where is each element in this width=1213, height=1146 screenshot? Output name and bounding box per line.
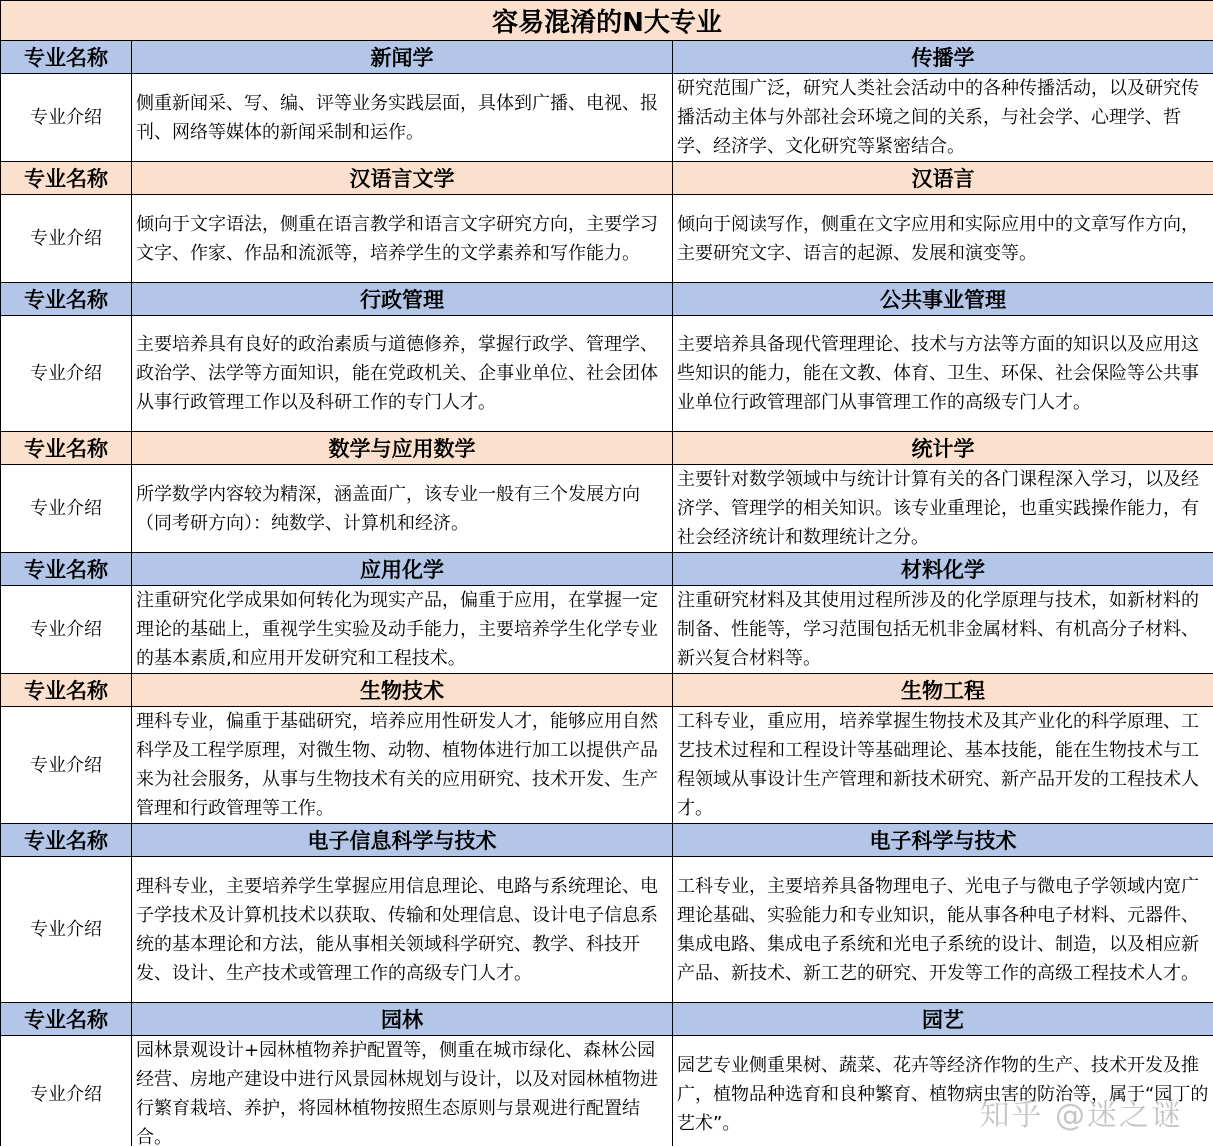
- major-intro-b: 园艺专业侧重果树、蔬菜、花卉等经济作物的生产、技术开发及推广，植物品种选育和良种繁育、植物病虫害的防治等，属于“园丁的艺术”。: [673, 1036, 1213, 1146]
- intro-label: 专业介绍: [1, 1036, 132, 1146]
- major-name-b: 材料化学: [673, 553, 1213, 586]
- major-name-a: 新闻学: [132, 41, 673, 74]
- major-name-a: 园林: [132, 1003, 673, 1036]
- major-intro-b: 研究范围广泛，研究人类社会活动中的各种传播活动，以及研究传播活动主体与外部社会环境之间的关系，与社会学、心理学、哲学、经济学、文化研究等紧密结合。: [673, 74, 1213, 162]
- name-label: 专业名称: [1, 283, 132, 316]
- intro-row: [1, 707, 1213, 824]
- major-name-b: 公共事业管理: [673, 283, 1213, 316]
- intro-label: 专业介绍: [1, 74, 132, 162]
- major-intro-a: 理科专业，主要培养学生掌握应用信息理论、电路与系统理论、电子学技术及计算机技术以获取、传输和处理信息、设计电子信息系统的基本理论和方法，能从事相关领域科学研究、教学、科技开发、设计、生产技术或管理工作的高级专门人才。: [132, 857, 673, 1003]
- name-label: 专业名称: [1, 41, 132, 74]
- table-title: 容易混淆的N大专业: [1, 1, 1213, 41]
- intro-row: [1, 586, 1213, 674]
- name-row: [1, 553, 1213, 586]
- major-name-a: 生物技术: [132, 674, 673, 707]
- name-row: [1, 824, 1213, 857]
- intro-label: 专业介绍: [1, 465, 132, 553]
- name-label: 专业名称: [1, 162, 132, 195]
- name-label: 专业名称: [1, 1003, 132, 1036]
- major-intro-a: 园林景观设计+园林植物养护配置等，侧重在城市绿化、森林公园经营、房地产建设中进行风景园林规划与设计，以及对园林植物进行繁育栽培、养护，将园林植物按照生态原则与景观进行配置结合。: [132, 1036, 673, 1146]
- name-label: 专业名称: [1, 824, 132, 857]
- major-intro-a: 主要培养具有良好的政治素质与道德修养，掌握行政学、管理学、政治学、法学等方面知识，能在党政机关、企事业单位、社会团体从事行政管理工作以及科研工作的专门人才。: [132, 316, 673, 432]
- major-name-b: 生物工程: [673, 674, 1213, 707]
- name-row: [1, 1003, 1213, 1036]
- major-intro-b: 注重研究材料及其使用过程所涉及的化学原理与技术，如新材料的制备、性能等，学习范围包括无机非金属材料、有机高分子材料、新兴复合材料等。: [673, 586, 1213, 674]
- name-row: [1, 283, 1213, 316]
- major-name-a: 汉语言文学: [132, 162, 673, 195]
- major-intro-b: 倾向于阅读写作，侧重在文字应用和实际应用中的文章写作方向，主要研究文字、语言的起源、发展和演变等。: [673, 195, 1213, 283]
- major-intro-a: 理科专业，偏重于基础研究，培养应用性研发人才，能够应用自然科学及工程学原理，对微生物、动物、植物体进行加工以提供产品来为社会服务，从事与生物技术有关的应用研究、技术开发、生产管理和行政管理等工作。: [132, 707, 673, 824]
- watermark: 知乎 @迷之谜: [979, 1098, 1183, 1133]
- major-name-b: 园艺: [673, 1003, 1213, 1036]
- intro-row: [1, 74, 1213, 162]
- major-intro-b: 主要针对数学领域中与统计计算有关的各门课程深入学习，以及经济学、管理学的相关知识。该专业重理论，也重实践操作能力，有社会经济统计和数理统计之分。: [673, 465, 1213, 553]
- name-row: [1, 41, 1213, 74]
- intro-row: [1, 316, 1213, 432]
- major-name-b: 统计学: [673, 432, 1213, 465]
- major-name-b: 电子科学与技术: [673, 824, 1213, 857]
- intro-row: [1, 1036, 1213, 1146]
- major-name-a: 应用化学: [132, 553, 673, 586]
- name-label: 专业名称: [1, 432, 132, 465]
- intro-label: 专业介绍: [1, 857, 132, 1003]
- title-row: [1, 1, 1213, 41]
- intro-label: 专业介绍: [1, 316, 132, 432]
- name-label: 专业名称: [1, 553, 132, 586]
- name-row: [1, 162, 1213, 195]
- intro-row: [1, 465, 1213, 553]
- major-name-b: 汉语言: [673, 162, 1213, 195]
- intro-row: [1, 195, 1213, 283]
- major-intro-a: 注重研究化学成果如何转化为现实产品，偏重于应用，在掌握一定理论的基础上，重视学生实验及动手能力，主要培养学生化学专业的基本素质,和应用开发研究和工程技术。: [132, 586, 673, 674]
- intro-label: 专业介绍: [1, 195, 132, 283]
- intro-label: 专业介绍: [1, 707, 132, 824]
- major-intro-b: 主要培养具备现代管理理论、技术与方法等方面的知识以及应用这些知识的能力，能在文教、体育、卫生、环保、社会保险等公共事业单位行政管理部门从事管理工作的高级专门人才。: [673, 316, 1213, 432]
- major-name-a: 行政管理: [132, 283, 673, 316]
- major-name-b: 传播学: [673, 41, 1213, 74]
- major-intro-a: 侧重新闻采、写、编、评等业务实践层面，具体到广播、电视、报刊、网络等媒体的新闻采制和运作。: [132, 74, 673, 162]
- major-name-a: 电子信息科学与技术: [132, 824, 673, 857]
- intro-row: [1, 857, 1213, 1003]
- intro-label: 专业介绍: [1, 586, 132, 674]
- name-row: [1, 432, 1213, 465]
- major-intro-b: 工科专业，重应用，培养掌握生物技术及其产业化的科学原理、工艺技术过程和工程设计等基础理论、基本技能，能在生物技术与工程领域从事设计生产管理和新技术研究、新产品开发的工程技术人才。: [673, 707, 1213, 824]
- major-intro-a: 所学数学内容较为精深，涵盖面广，该专业一般有三个发展方向（同考研方向）：纯数学、计算机和经济。: [132, 465, 673, 553]
- major-name-a: 数学与应用数学: [132, 432, 673, 465]
- major-intro-b: 工科专业，主要培养具备物理电子、光电子与微电子学领域内宽广理论基础、实验能力和专业知识，能从事各种电子材料、元器件、集成电路、集成电子系统和光电子系统的设计、制造，以及相应新产品、新技术、新工艺的研究、开发等工作的高级工程技术人才。: [673, 857, 1213, 1003]
- major-intro-a: 倾向于文字语法，侧重在语言教学和语言文字研究方向，主要学习文字、作家、作品和流派等，培养学生的文学素养和写作能力。: [132, 195, 673, 283]
- name-label: 专业名称: [1, 674, 132, 707]
- name-row: [1, 674, 1213, 707]
